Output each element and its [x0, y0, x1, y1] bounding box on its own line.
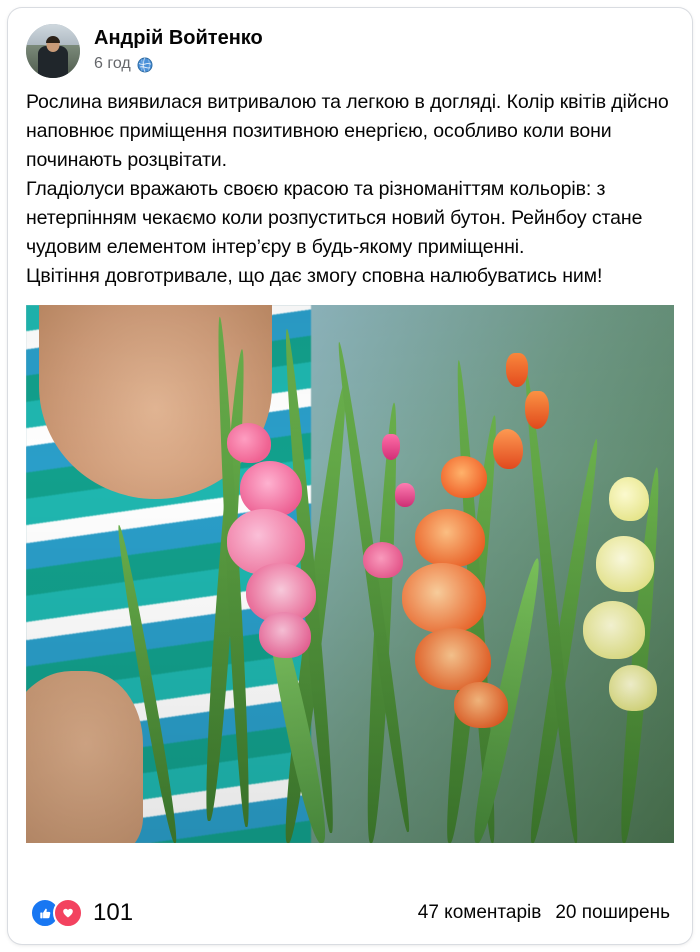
- engagement-counts: [418, 902, 670, 924]
- reactions-summary[interactable]: [30, 898, 133, 928]
- post-footer: [8, 884, 692, 944]
- author-name[interactable]: Андрій Войтенко: [94, 27, 263, 49]
- post-paragraph-3: Цвітіння довготривале, що дає змогу сповна налюбуватись ним!: [26, 265, 603, 287]
- reaction-count: 101: [93, 899, 134, 926]
- reaction-icons: [30, 898, 83, 928]
- avatar-person-hair: [46, 36, 60, 43]
- post-paragraph-1: Рослина виявилася витривалою та легкою в догляді. Колір квітів дійсно наповнює приміщення позитивною енергією, особливо коли вони починають розцвітати.: [26, 91, 669, 171]
- photo-shading: [26, 305, 674, 843]
- post-timestamp[interactable]: 6 год: [94, 55, 131, 72]
- post-photo[interactable]: [26, 305, 674, 843]
- post-header-text: [94, 24, 263, 74]
- post-text: [8, 82, 692, 291]
- avatar[interactable]: [26, 24, 80, 78]
- globe-icon: [137, 57, 153, 73]
- comments-count[interactable]: 47 коментарів: [417, 902, 542, 923]
- post-card: [8, 8, 692, 944]
- post-meta: [94, 54, 263, 74]
- shares-count[interactable]: 20 поширень: [555, 902, 670, 923]
- heart-icon: [53, 898, 83, 928]
- post-header: [8, 8, 692, 82]
- post-paragraph-2: Гладіолуси вражають своєю красою та різноманіттям кольорів: з нетерпінням чекаємо коли розпуститься новий бутон. Рейнбоу стане чудовим елементом інтер’єру в будь-якому приміщенні.: [26, 178, 643, 258]
